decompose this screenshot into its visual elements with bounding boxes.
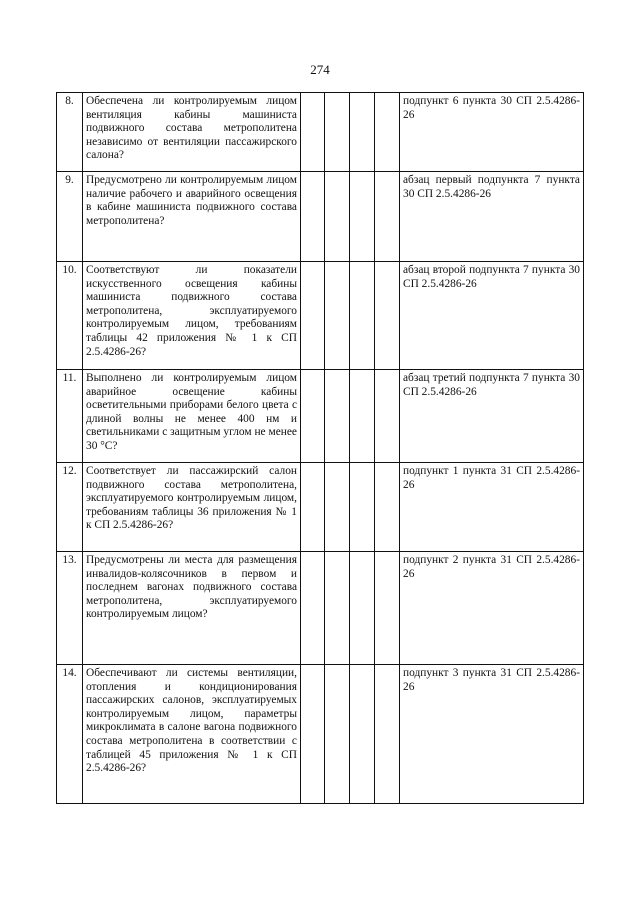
legal-reference: подпункт 1 пункта 31 СП 2.5.4286-26 xyxy=(400,463,584,552)
item-number: 8. xyxy=(57,93,83,172)
not-applicable-cell xyxy=(350,262,375,370)
answer-yes-cell xyxy=(301,262,325,370)
legal-reference: подпункт 2 пункта 31 СП 2.5.4286-26 xyxy=(400,552,584,665)
answer-no-cell xyxy=(325,665,350,804)
table-row xyxy=(57,172,584,262)
question-text: Предусмотрено ли контролируемым лицом наличие рабочего и аварийного освещения в кабине машиниста подвижного состава метрополитена? xyxy=(83,172,301,262)
answer-no-cell xyxy=(325,262,350,370)
note-cell xyxy=(375,665,400,804)
answer-yes-cell xyxy=(301,552,325,665)
note-cell xyxy=(375,552,400,665)
answer-no-cell xyxy=(325,93,350,172)
page-number: 274 xyxy=(310,62,330,77)
note-cell xyxy=(375,262,400,370)
item-number: 10. xyxy=(57,262,83,370)
question-text: Выполнено ли контролируемым лицом аварийное освещение кабины осветительными приборами белого цвета с длиной волны не менее 400 нм и светильниками с защитным углом не менее 30 °С? xyxy=(83,370,301,463)
question-text: Обеспечивают ли системы вентиляции, отопления и кондиционирования пассажирских салонов, эксплуатируемых контролируемым лицом, параметры микроклимата в салоне вагона подвижного состава метрополитена в соответствии с таблицей 45 приложения № 1 к СП 2.5.4286-26? xyxy=(83,665,301,804)
checklist-table xyxy=(56,92,584,804)
table-row xyxy=(57,370,584,463)
answer-yes-cell xyxy=(301,665,325,804)
question-text: Соответствуют ли показатели искусственного освещения кабины машиниста подвижного состава метрополитена, эксплуатируемого контролируемым лицом, требованиям таблицы 42 приложения № 1 к СП 2.5.4286-26? xyxy=(83,262,301,370)
question-text: Обеспечена ли контролируемым лицом вентиляция кабины машиниста подвижного состава метрополитена независимо от вентиляции пассажирского салона? xyxy=(83,93,301,172)
answer-no-cell xyxy=(325,370,350,463)
question-text: Соответствует ли пассажирский салон подвижного состава метрополитена, эксплуатируемого контролируемым лицом, требованиям таблицы 36 приложения № 1 к СП 2.5.4286-26? xyxy=(83,463,301,552)
not-applicable-cell xyxy=(350,93,375,172)
table-row xyxy=(57,665,584,804)
note-cell xyxy=(375,172,400,262)
answer-yes-cell xyxy=(301,93,325,172)
legal-reference: абзац второй подпункта 7 пункта 30 СП 2.5.4286-26 xyxy=(400,262,584,370)
not-applicable-cell xyxy=(350,172,375,262)
item-number: 12. xyxy=(57,463,83,552)
item-number: 13. xyxy=(57,552,83,665)
legal-reference: абзац третий подпункта 7 пункта 30 СП 2.5.4286-26 xyxy=(400,370,584,463)
not-applicable-cell xyxy=(350,665,375,804)
question-text: Предусмотрены ли места для размещения инвалидов-колясочников в первом и последнем вагонах подвижного состава метрополитена, эксплуатируемого контролируемым лицом? xyxy=(83,552,301,665)
answer-no-cell xyxy=(325,463,350,552)
legal-reference: абзац первый подпункта 7 пункта 30 СП 2.5.4286-26 xyxy=(400,172,584,262)
table-row xyxy=(57,463,584,552)
table-row xyxy=(57,262,584,370)
answer-yes-cell xyxy=(301,172,325,262)
table-row xyxy=(57,93,584,172)
not-applicable-cell xyxy=(350,370,375,463)
note-cell xyxy=(375,463,400,552)
not-applicable-cell xyxy=(350,552,375,665)
not-applicable-cell xyxy=(350,463,375,552)
answer-yes-cell xyxy=(301,463,325,552)
item-number: 11. xyxy=(57,370,83,463)
answer-no-cell xyxy=(325,552,350,665)
legal-reference: подпункт 6 пункта 30 СП 2.5.4286-26 xyxy=(400,93,584,172)
note-cell xyxy=(375,93,400,172)
answer-yes-cell xyxy=(301,370,325,463)
legal-reference: подпункт 3 пункта 31 СП 2.5.4286-26 xyxy=(400,665,584,804)
answer-no-cell xyxy=(325,172,350,262)
table-row xyxy=(57,552,584,665)
note-cell xyxy=(375,370,400,463)
item-number: 14. xyxy=(57,665,83,804)
item-number: 9. xyxy=(57,172,83,262)
